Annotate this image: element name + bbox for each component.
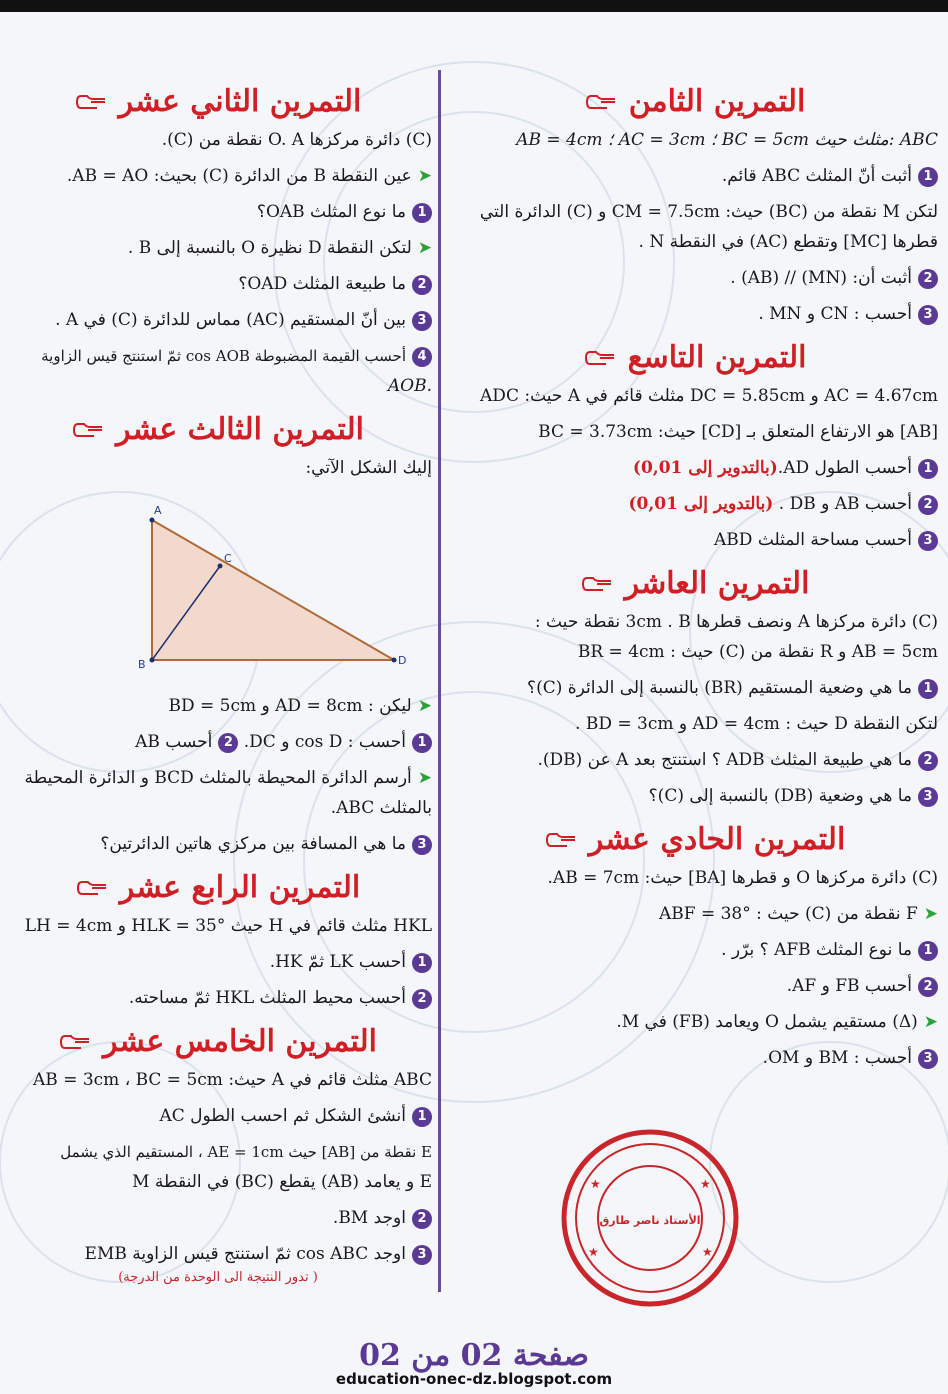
number-1-badge: 1 bbox=[412, 1107, 432, 1127]
ex11-line-5: ➤(Δ) مستقيم يشمل O ويعامد (FB) في M. bbox=[616, 1012, 938, 1032]
number-3-badge: 3 bbox=[412, 1245, 432, 1265]
label-b: B bbox=[138, 658, 146, 671]
number-3-badge: 3 bbox=[412, 311, 432, 331]
number-1-badge: 1 bbox=[412, 203, 432, 223]
top-bar bbox=[0, 0, 948, 12]
pointing-hand-icon bbox=[585, 91, 619, 113]
label-a: A bbox=[154, 504, 162, 517]
number-4-badge: 4 bbox=[412, 347, 432, 367]
svg-text:★: ★ bbox=[700, 1177, 711, 1191]
exercise-11-title: التمرين الحادي عشر bbox=[452, 820, 938, 860]
check-arrow-icon: ➤ bbox=[417, 768, 432, 788]
exercise-8-title: التمرين الثامن bbox=[452, 82, 938, 122]
number-2-badge: 2 bbox=[918, 977, 938, 997]
check-arrow-icon: ➤ bbox=[923, 1012, 938, 1032]
ex9-line-3: 1أحسب الطول AD.(بالتدوير إلى 0,01) bbox=[452, 456, 938, 480]
pointing-hand-icon bbox=[72, 419, 106, 441]
ex8-line-3: لتكن M نقطة من (BC) حيث: CM = 7.5cm و (C) الدائرة التي bbox=[479, 202, 938, 222]
pointing-hand-icon bbox=[581, 573, 615, 595]
ex10-line-4: لتكن النقطة D حيث : AD = 4cm و BD = 3cm . bbox=[575, 714, 938, 734]
ex15-line-3: E نقطة من [AB] حيث AE = 1cm ، المستقيم الذي يشمل bbox=[60, 1143, 432, 1161]
ex13-line-1: إليك الشكل الآتي: bbox=[305, 458, 432, 478]
ex8-line-6: 3أحسب : CN و MN . bbox=[452, 302, 938, 326]
pointing-hand-icon bbox=[75, 91, 109, 113]
label-d: D bbox=[398, 654, 407, 667]
point-c bbox=[218, 564, 223, 569]
pointing-hand-icon bbox=[59, 1031, 93, 1053]
ex13-line-2: ➤ليكن : AD = 8cm و BD = 5cm bbox=[168, 696, 432, 716]
number-1-badge: 1 bbox=[412, 733, 432, 753]
ex15-line-5: 2اوجد BM. bbox=[4, 1206, 432, 1230]
number-2-badge: 2 bbox=[918, 495, 938, 515]
number-2-badge: 2 bbox=[218, 733, 238, 753]
point-b bbox=[150, 658, 155, 663]
triangle-abd bbox=[152, 520, 394, 660]
ex13-line-6: 3ما هي المسافة بين مركزي هاتين الدائرتين؟ bbox=[4, 832, 432, 856]
ex10-line-3: 1ما هي وضعية المستقيم (BR) بالنسبة إلى الدائرة (C)؟ bbox=[452, 676, 938, 700]
number-1-badge: 1 bbox=[918, 679, 938, 699]
svg-text:★: ★ bbox=[590, 1177, 601, 1191]
ex14-line-3: 2أحسب محيط المثلث HKL ثمّ مساحته. bbox=[4, 986, 432, 1010]
left-column bbox=[4, 78, 432, 1285]
pointing-hand-icon bbox=[76, 877, 110, 899]
ex8-line-4: قطرها [MC] وتقطع (AC) في النقطة N . bbox=[638, 232, 938, 252]
right-column bbox=[452, 78, 938, 1082]
point-d bbox=[392, 658, 397, 663]
exercise-15-title: التمرين الخامس عشر bbox=[4, 1022, 432, 1062]
exercise-13-title: التمرين الثالث عشر bbox=[4, 410, 432, 450]
number-2-badge: 2 bbox=[412, 989, 432, 1009]
ex15-line-2: 1أنشئ الشكل ثم احسب الطول AC bbox=[4, 1104, 432, 1128]
number-1-badge: 1 bbox=[412, 953, 432, 973]
ex8-line-1: AB = 4cm ؛ AC = 3cm ؛ BC = 5cm مثلث حيث: ABC bbox=[516, 130, 938, 150]
ex13-line-4: ➤أرسم الدائرة المحيطة بالمثلث BCD و الدائرة المحيطة bbox=[24, 768, 432, 788]
footer-url[interactable]: education-onec-dz.blogspot.com bbox=[335, 1370, 613, 1388]
ex12-line-6: 3بين أنّ المستقيم (AC) مماس للدائرة (C) في A . bbox=[4, 308, 432, 332]
column-divider bbox=[438, 70, 441, 1292]
number-1-badge: 1 bbox=[918, 167, 938, 187]
svg-text:★: ★ bbox=[588, 1245, 599, 1259]
number-3-badge: 3 bbox=[918, 787, 938, 807]
ex15-line-4: E و يعامد (AB) يقطع (BC) في النقطة M bbox=[132, 1172, 432, 1192]
ex9-line-4: 2أحسب AB و DB . (بالتدوير إلى 0,01) bbox=[452, 492, 938, 516]
page-number: صفحة 02 من 02 bbox=[359, 1338, 589, 1373]
ex12-line-8: AOB. bbox=[387, 376, 432, 396]
exercise-10-title: التمرين العاشر bbox=[452, 564, 938, 604]
pointing-hand-icon bbox=[545, 829, 579, 851]
ex11-line-2: ➤F نقطة من (C) حيث : ABF = 38° bbox=[659, 904, 938, 924]
ex10-line-1: (C) دائرة مركزها A ونصف قطرها 3cm . B نقطة حيث : bbox=[534, 612, 938, 632]
ex10-line-5: 2ما هي طبيعة المثلث ADB ؟ استنتج بعد A عن (DB). bbox=[452, 748, 938, 772]
ex10-line-2: AB = 5cm و R نقطة من (C) حيث : BR = 4cm bbox=[577, 642, 938, 662]
ex10-line-6: 3ما هي وضعية (DB) بالنسبة إلى (C)؟ bbox=[452, 784, 938, 808]
ex12-line-3: 1ما نوع المثلث OAB؟ bbox=[4, 200, 432, 224]
ex8-line-2: 1أثبت أنّ المثلث ABC قائم. bbox=[452, 164, 938, 188]
exercise-9-title: التمرين التاسع bbox=[452, 338, 938, 378]
exercise-14-title: التمرين الرابع عشر bbox=[4, 868, 432, 908]
ex12-line-5: 2ما طبيعة المثلث OAD؟ bbox=[4, 272, 432, 296]
ex11-line-3: 1ما نوع المثلث AFB ؟ برّر . bbox=[452, 938, 938, 962]
number-3-badge: 3 bbox=[918, 305, 938, 325]
ex11-line-6: 3أحسب : BM و OM. bbox=[452, 1046, 938, 1070]
exercise-12-title: التمرين الثاني عشر bbox=[4, 82, 432, 122]
ex11-line-4: 2أحسب FB و AF. bbox=[452, 974, 938, 998]
number-2-badge: 2 bbox=[412, 275, 432, 295]
number-2-badge: 2 bbox=[412, 1209, 432, 1229]
ex15-line-1: ABC مثلث قائم في A حيث: AB = 3cm ، BC = 5cm bbox=[33, 1070, 432, 1090]
check-arrow-icon: ➤ bbox=[417, 166, 432, 186]
check-arrow-icon: ➤ bbox=[923, 904, 938, 924]
ex11-line-1: (C) دائرة مركزها O و قطرها [BA] حيث: AB = 7cm. bbox=[547, 868, 938, 888]
ex9-line-5: 3أحسب مساحة المثلث ABD bbox=[452, 528, 938, 552]
ex13-line-3: 1أحسب : cos D و DC. 2أحسب AB bbox=[4, 730, 432, 754]
number-1-badge: 1 bbox=[918, 459, 938, 479]
stamp-center-text: الأستاذ ناصر طارق bbox=[599, 1214, 701, 1227]
ex15-line-6: 3اوجد cos ABC ثمّ استنتج قيس الزاوية EMB bbox=[4, 1242, 432, 1266]
number-3-badge: 3 bbox=[918, 1049, 938, 1069]
number-2-badge: 2 bbox=[918, 751, 938, 771]
ex14-line-1: HKL مثلث قائم في H حيث HLK = 35° و LH = 4cm bbox=[24, 916, 432, 936]
number-3-badge: 3 bbox=[412, 835, 432, 855]
teacher-stamp bbox=[560, 1128, 740, 1308]
ex12-line-1: (C) دائرة مركزها O. A نقطة من (C). bbox=[161, 130, 432, 150]
ex13-line-5: بالمثلث ABC. bbox=[330, 798, 432, 818]
ex12-line-4: ➤لتكن النقطة D نظيرة O بالنسبة إلى B . bbox=[127, 238, 432, 258]
ex9-line-2: [AB] هو الارتفاع المتعلق بـ [CD] حيث: BC = 3.73cm bbox=[538, 422, 938, 442]
ex14-line-2: 1أحسب LK ثمّ HK. bbox=[4, 950, 432, 974]
triangle-figure bbox=[132, 500, 432, 680]
svg-text:★: ★ bbox=[702, 1245, 713, 1259]
rounding-note: ( تدور النتيجة الى الوحدة من الدرجة) bbox=[118, 1270, 318, 1285]
point-a bbox=[150, 518, 155, 523]
number-3-badge: 3 bbox=[918, 531, 938, 551]
pointing-hand-icon bbox=[584, 347, 618, 369]
label-c: C bbox=[224, 552, 232, 565]
number-1-badge: 1 bbox=[918, 941, 938, 961]
ex9-line-1: AC = 4.67cm و DC = 5.85cm مثلث قائم في A حيث: ADC bbox=[480, 386, 938, 406]
ex8-line-5: 2أثبت أن: (MN) // (AB) . bbox=[452, 266, 938, 290]
check-arrow-icon: ➤ bbox=[417, 238, 432, 258]
ex12-line-2: ➤عين النقطة B من الدائرة (C) بحيث: AB = AO. bbox=[66, 166, 432, 186]
ex12-line-7: 4أحسب القيمة المضبوطة cos AOB ثمّ استنتج قيس الزاوية bbox=[4, 344, 432, 368]
number-2-badge: 2 bbox=[918, 269, 938, 289]
check-arrow-icon: ➤ bbox=[417, 696, 432, 716]
